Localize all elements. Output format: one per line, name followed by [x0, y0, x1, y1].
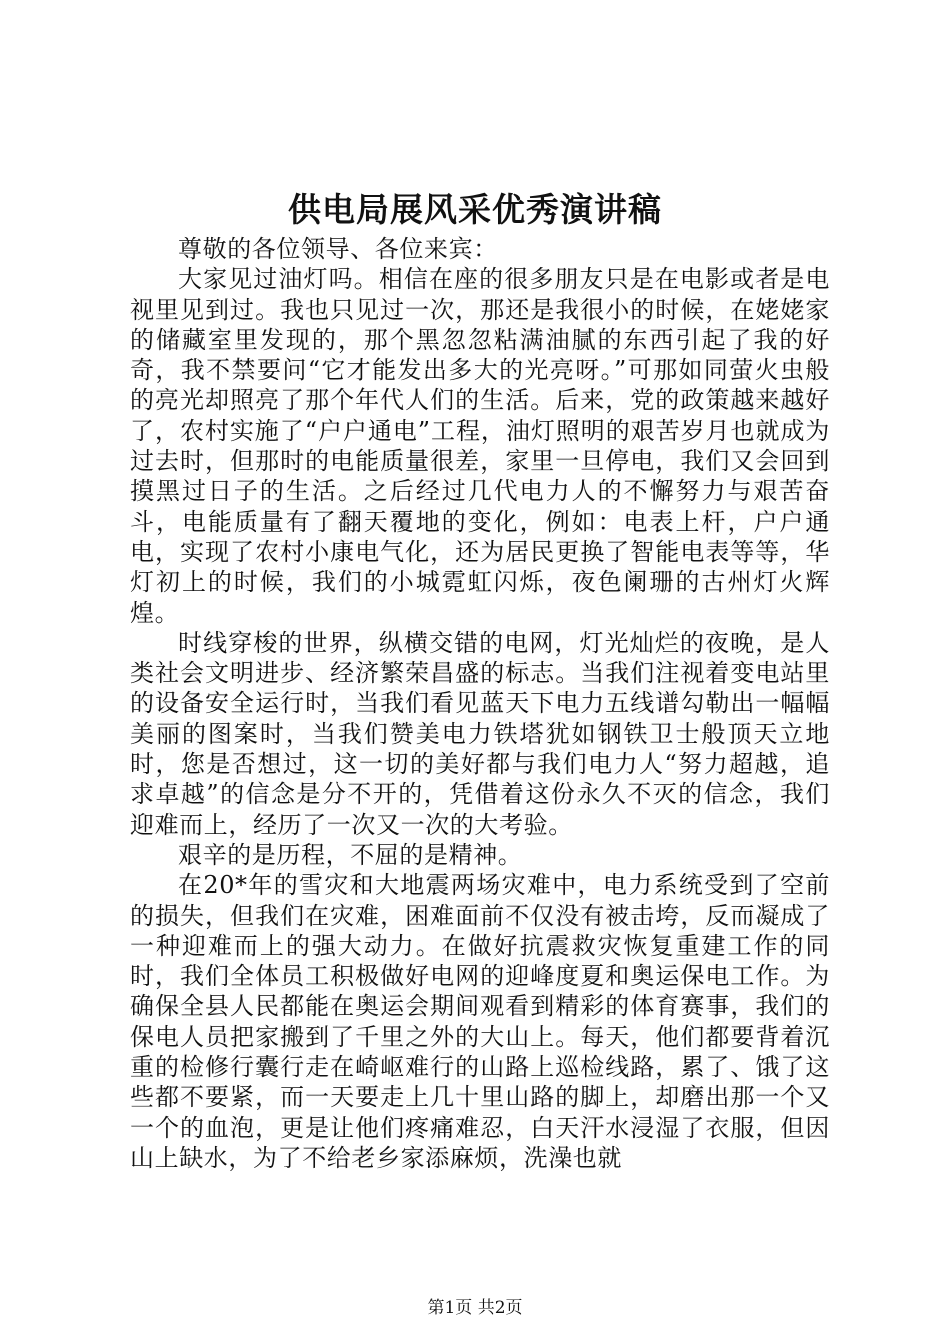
body-paragraph: 在20*年的雪灾和大地震两场灾难中，电力系统受到了空前的损失，但我们在灾难，困难面前不仅没有被击垮，反而凝成了一种迎难而上的强大动力。在做好抗震救灾恢复重建工作的同时，我们全体员工积极做好电网的迎峰度夏和奥运保电工作。为确保全县人民都能在奥运会期间观看到精彩的体育赛事，我们的保电人员把家搬到了千里之外的大山上。每天，他们都要背着沉重的检修行囊行走在崎岖难行的山路上巡检线路，累了、饿了这些都不要紧，而一天要走上几十里山路的脚上，却磨出那一个又一个的血泡，更是让他们疼痛难忍，白天汗水浸湿了衣服，但因山上缺水，为了不给老乡家添麻烦，洗澡也就 [130, 871, 830, 1172]
document-title: 供电局展风采优秀演讲稿 [288, 190, 662, 229]
body-paragraph: 时线穿梭的世界，纵横交错的电网，灯光灿烂的夜晚，是人类社会文明进步、经济繁荣昌盛的标志。当我们注视着变电站里的设备安全运行时，当我们看见蓝天下电力五线谱勾勒出一幅幅美丽的图案时，当我们赞美电力铁塔犹如钢铁卫士般顶天立地时，您是否想过，这一切的美好都与我们电力人“努力超越，追求卓越”的信念是分不开的，凭借着这份永久不灭的信念，我们迎难而上，经历了一次又一次的大考验。 [130, 628, 830, 839]
document-body [130, 234, 830, 1173]
salutation-paragraph: 尊敬的各位领导、各位来宾： [178, 235, 498, 263]
body-paragraph: 大家见过油灯吗。相信在座的很多朋友只是在电影或者是电视里见到过。我也只见过一次，那还是我很小的时候，在姥姥家的储藏室里发现的，那个黑忽忽粘满油腻的东西引起了我的好奇，我不禁要问“它才能发出多大的光亮呀。”可那如同萤火虫般的亮光却照亮了那个年代人们的生活。后来，党的政策越来越好了，农村实施了“户户通电”工程，油灯照明的艰苦岁月也就成为过去时，但那时的电能质量很差，家里一旦停电，我们又会回到摸黑过日子的生活。之后经过几代电力人的不懈努力与艰苦奋斗，电能质量有了翻天覆地的变化，例如：电表上杆，户户通电，实现了农村小康电气化，还为居民更换了智能电表等等，华灯初上的时候，我们的小城霓虹闪烁，夜色阑珊的古州灯火辉煌。 [130, 265, 830, 627]
page-footer: 第1页 共2页 [427, 1298, 523, 1318]
body-paragraph: 艰辛的是历程，不屈的是精神。 [178, 840, 523, 869]
